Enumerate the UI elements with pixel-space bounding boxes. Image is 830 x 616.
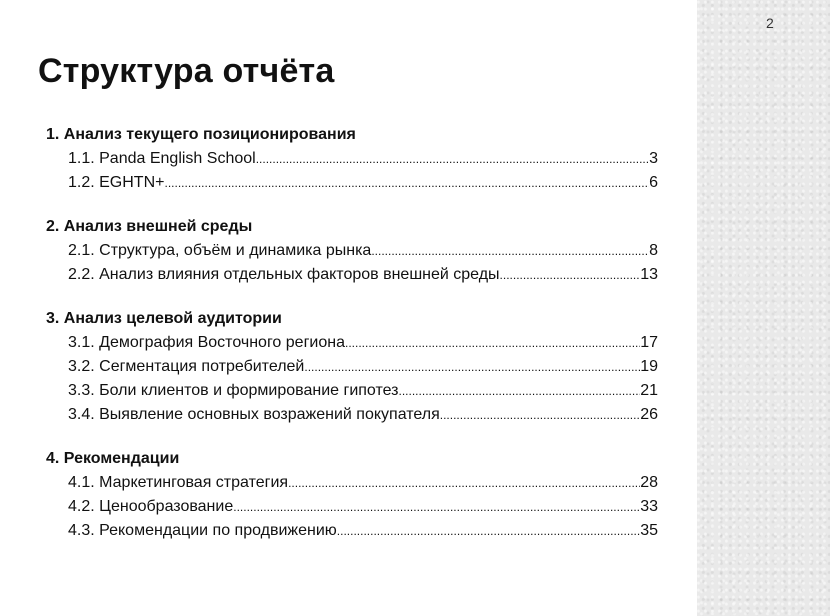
entry-title: 2.1. Структура, объём и динамика рынка: [68, 242, 372, 259]
entry-title: 3.1. Демография Восточного региона: [68, 334, 345, 351]
entry-title: 4.3. Рекомендации по продвижению: [68, 522, 337, 539]
toc-entry[interactable]: [68, 263, 658, 287]
toc-entry[interactable]: [68, 519, 658, 543]
entry-title: 1.2. EGHTN+: [68, 174, 165, 191]
entry-page-number: 35: [640, 522, 658, 539]
dot-leader: [371, 239, 649, 263]
dot-leader: [399, 379, 641, 403]
entry-title: 4.1. Маркетинговая стратегия: [68, 474, 289, 491]
section-heading: 2. Анализ внешней среды: [46, 218, 253, 235]
section-heading: 3. Анализ целевой аудитории: [46, 310, 282, 327]
toc-entry[interactable]: [68, 239, 658, 263]
dot-leader: [256, 147, 649, 171]
toc-entry[interactable]: [68, 471, 658, 495]
entry-page-number: 28: [640, 474, 658, 491]
entry-title: 4.2. Ценообразование: [68, 498, 234, 515]
toc-entry[interactable]: [68, 403, 658, 427]
toc-entry[interactable]: [68, 379, 658, 403]
page-title: Структура отчёта: [38, 52, 335, 90]
entry-page-number: 17: [640, 334, 658, 351]
section-heading: 4. Рекомендации: [46, 450, 180, 467]
dot-leader: [337, 519, 640, 543]
dot-leader: [164, 171, 649, 195]
entry-title: 3.4. Выявление основных возражений покупателя: [68, 406, 440, 423]
toc-section-1: [46, 123, 658, 195]
page-number: 2: [766, 15, 774, 31]
dot-leader: [500, 263, 641, 287]
entry-page-number: 13: [640, 266, 658, 283]
dot-leader: [288, 471, 640, 495]
entry-page-number: 26: [640, 406, 658, 423]
entry-page-number: 21: [640, 382, 658, 399]
dot-leader: [304, 355, 640, 379]
toc-entry[interactable]: [68, 355, 658, 379]
entry-title: 1.1. Panda English School: [68, 150, 256, 167]
toc-section-3: [46, 307, 658, 427]
toc-section-4: [46, 447, 658, 543]
toc-entry[interactable]: [68, 495, 658, 519]
entry-title: 3.2. Сегментация потребителей: [68, 358, 305, 375]
entry-page-number: 3: [649, 150, 658, 167]
paper-texture-strip: [697, 0, 830, 616]
entry-page-number: 8: [649, 242, 658, 259]
section-heading: 1. Анализ текущего позиционирования: [46, 126, 356, 143]
toc-entry[interactable]: [68, 147, 658, 171]
dot-leader: [345, 331, 640, 355]
toc-entry[interactable]: [68, 171, 658, 195]
entry-page-number: 6: [649, 174, 658, 191]
entry-page-number: 19: [640, 358, 658, 375]
dot-leader: [233, 495, 640, 519]
entry-title: 3.3. Боли клиентов и формирование гипотез: [68, 382, 399, 399]
toc-entry[interactable]: [68, 331, 658, 355]
entry-page-number: 33: [640, 498, 658, 515]
toc-section-2: [46, 215, 658, 287]
table-of-contents: [46, 123, 658, 543]
entry-title: 2.2. Анализ влияния отдельных факторов внешней среды: [68, 266, 500, 283]
dot-leader: [440, 403, 640, 427]
